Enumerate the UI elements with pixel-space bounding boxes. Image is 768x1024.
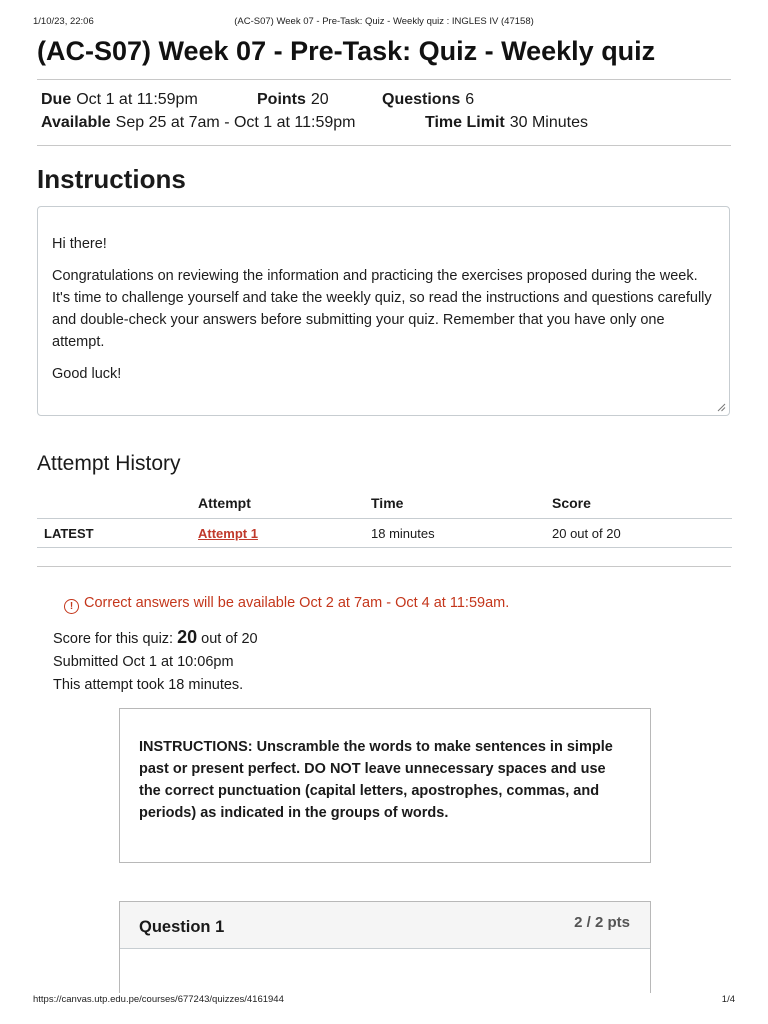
print-footer <box>33 994 735 1008</box>
latest-label: LATEST <box>37 519 198 548</box>
question-points: 2 / 2 pts <box>574 914 630 931</box>
available-value: Sep 25 at 7am - Oct 1 at 11:59pm <box>115 114 356 131</box>
points-value: 20 <box>310 91 329 108</box>
attempt-link[interactable]: Attempt 1 <box>198 525 258 541</box>
time-limit-label: Time Limit <box>425 114 505 131</box>
attempt-history-table <box>37 488 732 548</box>
attempt-history-heading: Attempt History <box>37 452 181 475</box>
score-line <box>53 626 258 651</box>
quiz-title: (AC-S07) Week 07 - Pre-Task: Quiz - Weekly quiz <box>37 36 656 66</box>
print-datetime: 1/10/23, 22:06 <box>33 16 94 27</box>
attempt-score: 20 out of 20 <box>552 519 732 548</box>
attempt-time: 18 minutes <box>371 519 552 548</box>
questions-label: Questions <box>382 91 461 108</box>
attempt-duration: This attempt took 18 minutes. <box>53 677 244 693</box>
time-limit-info <box>425 114 588 132</box>
print-url: https://canvas.utp.edu.pe/courses/677243/quizzes/4161944 <box>33 994 284 1005</box>
available-label: Available <box>41 114 111 131</box>
print-header <box>33 16 735 30</box>
submitted-time: Submitted Oct 1 at 10:06pm <box>53 654 234 670</box>
divider <box>37 145 731 146</box>
print-doc-title: (AC-S07) Week 07 - Pre-Task: Quiz - Weekly quiz : INGLES IV (47158) <box>234 16 534 27</box>
column-header: Attempt <box>198 488 371 519</box>
question-card <box>119 901 651 993</box>
correct-answers-notice <box>64 595 509 614</box>
score-summary <box>53 626 258 697</box>
instructions-box[interactable] <box>37 206 730 416</box>
divider <box>37 566 731 567</box>
instructions-paragraph: Good luck! <box>52 366 122 382</box>
instructions-heading: Instructions <box>37 164 186 194</box>
due-label: Due <box>41 91 72 108</box>
available-info <box>41 114 356 132</box>
quiz-instructions-text: INSTRUCTIONS: Unscramble the words to make sentences in simple past or present perfect. DO NOT leave unnecessary spaces and use the correct punctuation (capital letters, apostrophes, commas, and periods) as indicated in the groups of words. <box>139 739 613 821</box>
instructions-paragraph: Hi there! <box>52 236 107 252</box>
instructions-paragraph: Congratulations on reviewing the information and practicing the exercises proposed during the week. It's time to challenge yourself and take the weekly quiz, so read the instructions and questions carefully and double-check your answers before submitting your quiz. Remember that you have only one attempt. <box>52 268 712 350</box>
column-header: Score <box>552 488 732 519</box>
warning-circle-icon: ! <box>64 599 79 614</box>
question-header <box>120 902 650 949</box>
score-suffix: out of 20 <box>197 631 258 647</box>
questions-value: 6 <box>465 91 475 108</box>
due-value: Oct 1 at 11:59pm <box>76 91 198 108</box>
warning-text: Correct answers will be available Oct 2 at 7am - Oct 4 at 11:59am. <box>84 595 510 611</box>
score-value: 20 <box>177 627 198 647</box>
points-label: Points <box>257 91 306 108</box>
quiz-instructions-card <box>119 708 651 863</box>
divider <box>37 79 731 80</box>
table-row <box>37 519 732 548</box>
column-header: Time <box>371 488 552 519</box>
print-page-number: 1/4 <box>721 994 735 1005</box>
points-info <box>257 91 329 109</box>
questions-info <box>382 91 474 109</box>
table-header-row <box>37 488 732 519</box>
score-prefix: Score for this quiz: <box>53 631 178 647</box>
column-header <box>37 488 198 519</box>
question-title: Question 1 <box>139 918 225 936</box>
due-info <box>41 91 198 109</box>
time-limit-value: 30 Minutes <box>509 114 588 131</box>
resize-handle-icon[interactable] <box>717 403 726 412</box>
